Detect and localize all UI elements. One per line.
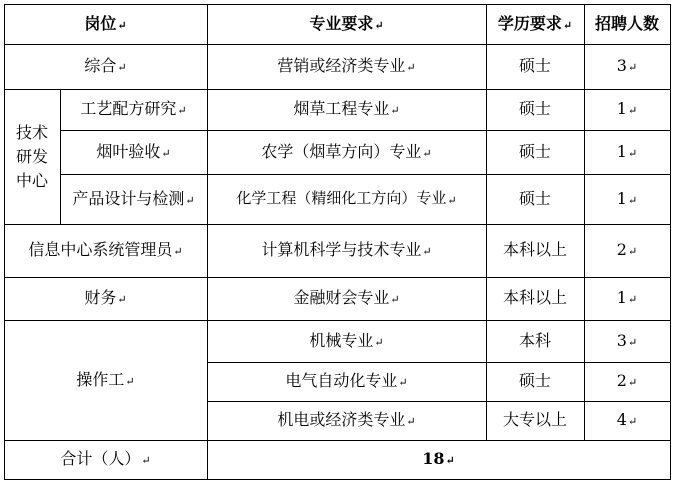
position-cell: 综合 ↵ [84, 56, 127, 76]
education-cell: 本科以上 [502, 240, 567, 260]
header-major: 专业要求 ↵ [309, 13, 384, 33]
major-cell: 农学（烟草方向）专业 ↵ [261, 141, 432, 161]
education-cell: 硕士 [518, 56, 551, 76]
education-cell: 硕士 [518, 188, 551, 208]
header-education: 学历要求 ↵ [497, 13, 573, 33]
count-cell: 1 ↵ [616, 141, 638, 161]
education-cell: 本科 [518, 330, 551, 350]
count-cell: 4 ↵ [616, 410, 638, 430]
major-cell: 化学工程（精细化工方向）专业 ↵ [236, 189, 457, 208]
count-cell: 1 ↵ [616, 99, 638, 119]
count-cell: 2 ↵ [616, 371, 638, 391]
major-cell: 电气自动化专业 ↵ [285, 371, 408, 391]
position-cell: 财务 ↵ [84, 288, 127, 308]
count-cell: 3 ↵ [616, 330, 638, 350]
position-cell: 操作工 ↵ [76, 369, 135, 389]
header-position: 岗位 ↵ [84, 13, 127, 33]
education-cell: 大专以上 [502, 410, 567, 430]
row-line [4, 479, 671, 480]
count-cell: 1 ↵ [616, 288, 638, 308]
major-cell: 营销或经济类专业 ↵ [277, 56, 416, 76]
total-label: 合计（人） ↵ [60, 449, 151, 469]
major-cell: 机械专业 ↵ [309, 330, 384, 350]
position-cell: 信息中心系统管理员 ↵ [28, 240, 183, 260]
major-cell: 金融财会专业 ↵ [293, 288, 400, 308]
header-count: 招聘人数 [594, 13, 659, 33]
education-cell: 本科以上 [502, 288, 567, 308]
total-value: 18 ↵ [422, 449, 455, 469]
col-line [670, 4, 671, 480]
department-group-label: 技术 研发 中心 [15, 122, 48, 190]
major-cell: 烟草工程专业 ↵ [293, 99, 400, 119]
major-cell: 机电或经济类专业 ↵ [277, 410, 416, 430]
count-cell: 2 ↵ [616, 240, 638, 260]
education-cell: 硕士 [518, 371, 551, 391]
position-cell: 工艺配方研究 ↵ [80, 99, 187, 119]
position-cell: 烟叶验收 ↵ [96, 141, 171, 161]
position-cell: 产品设计与检测 ↵ [72, 188, 195, 208]
education-cell: 硕士 [518, 141, 551, 161]
major-cell: 计算机科学与技术专业 ↵ [261, 240, 432, 260]
education-cell: 硕士 [518, 99, 551, 119]
count-cell: 3 ↵ [616, 56, 638, 76]
count-cell: 1 ↵ [616, 188, 638, 208]
